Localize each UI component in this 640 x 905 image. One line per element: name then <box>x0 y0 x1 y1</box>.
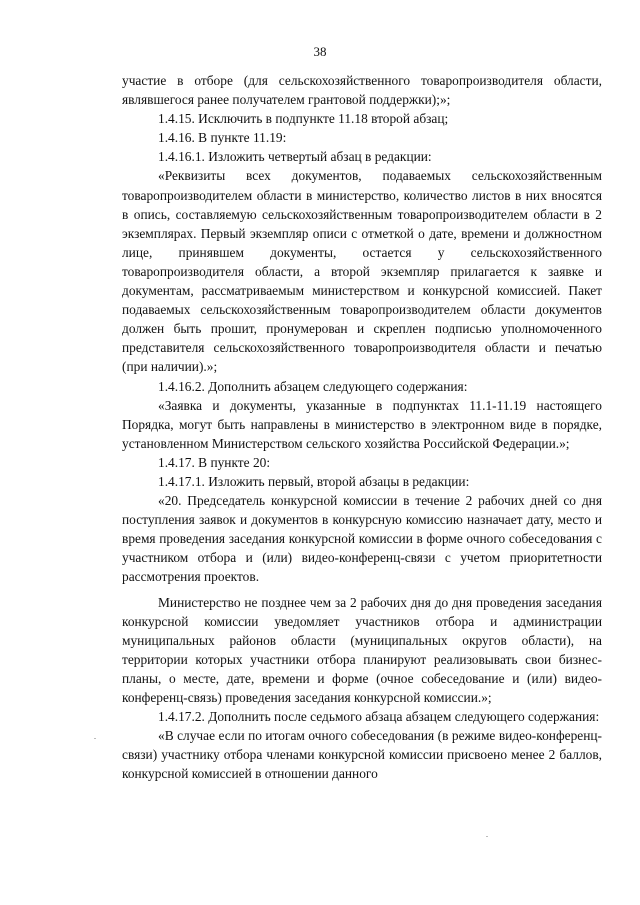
paragraph-application: «Заявка и документы, указанные в подпунктах 11.1-11.19 настоящего Порядка, могут быть направлены в министерство в электронном виде в порядке, установленном Министерством сельского хозяйства Российской Федерации.»; <box>122 397 602 451</box>
paragraph-interview: «В случае если по итогам очного собеседования (в режиме видео-конференц-связи) участнику отбора членами конкурсной комиссии присвоено менее 2 баллов, конкурсной комиссией в отношении данного <box>122 728 602 782</box>
scan-speck <box>94 738 96 739</box>
paragraph-1-4-17: 1.4.17. В пункте 20: <box>158 454 271 470</box>
paragraph-clause-20: «20. Председатель конкурсной комиссии в течение 2 рабочих дней со дня поступления заявок и документов в конкурсную комиссию назначает дату, место и время проведения заседания конкурсной комиссии в форме очного собеседования с участником отбора и (или) видео-конференц-связи с учетом приоритетности рассмотрения проектов. <box>122 493 602 585</box>
paragraph-ministry-notice: Министерство не позднее чем за 2 рабочих дня до дня проведения заседания конкурсной комиссии уведомляет участников отбора и администрации муниципальных районов области (муниципальных округов области), на территории которых участники отбора планируют реализовывать свои бизнес-планы, о месте, дате, времени и форме (очное собеседование и (или) видео-конференц-связь) проведения заседания конкурсной комиссии.»; <box>122 594 602 705</box>
paragraph-1-4-17-1: 1.4.17.1. Изложить первый, второй абзацы в редакции: <box>158 473 470 489</box>
paragraph-1-4-16: 1.4.16. В пункте 11.19: <box>158 130 287 146</box>
paragraph-1-4-16-2: 1.4.16.2. Дополнить абзацем следующего содержания: <box>158 378 468 394</box>
document-body <box>122 71 602 783</box>
paragraph-1-4-15: 1.4.15. Исключить в подпункте 11.18 второй абзац; <box>158 111 449 127</box>
paragraph-1-4-16-1: 1.4.16.1. Изложить четвертый абзац в редакции: <box>158 149 432 165</box>
scan-speck <box>486 836 488 837</box>
page-number: 38 <box>313 44 327 59</box>
paragraph-continuation: участие в отборе (для сельскохозяйственного товаропроизводителя области, являвшегося ранее получателем грантовой поддержки);»; <box>122 73 602 108</box>
paragraph-requisites: «Реквизиты всех документов, подаваемых сельскохозяйственным товаропроизводителем области в министерство, количество листов в них вносятся в опись, составляемую сельскохозяйственным товаропроизводителем области в 2 экземплярах. Первый экземпляр описи с отметкой о дате, времени и должностном лице, принявшем документы, остается у сельскохозяйственного товаропроизводителя области, а второй экземпляр прилагается к заявке и документам, рассматриваемым министерством и конкурсной комиссией. Пакет подаваемых сельскохозяйственным товаропроизводителем области документов должен быть прошит, пронумерован и скреплен подписью уполномоченного представителя сельскохозяйственного товаропроизводителя области и печатью (при наличии).»; <box>122 168 602 375</box>
paragraph-1-4-17-2: 1.4.17.2. Дополнить после седьмого абзаца абзацем следующего содержания: <box>158 709 600 725</box>
